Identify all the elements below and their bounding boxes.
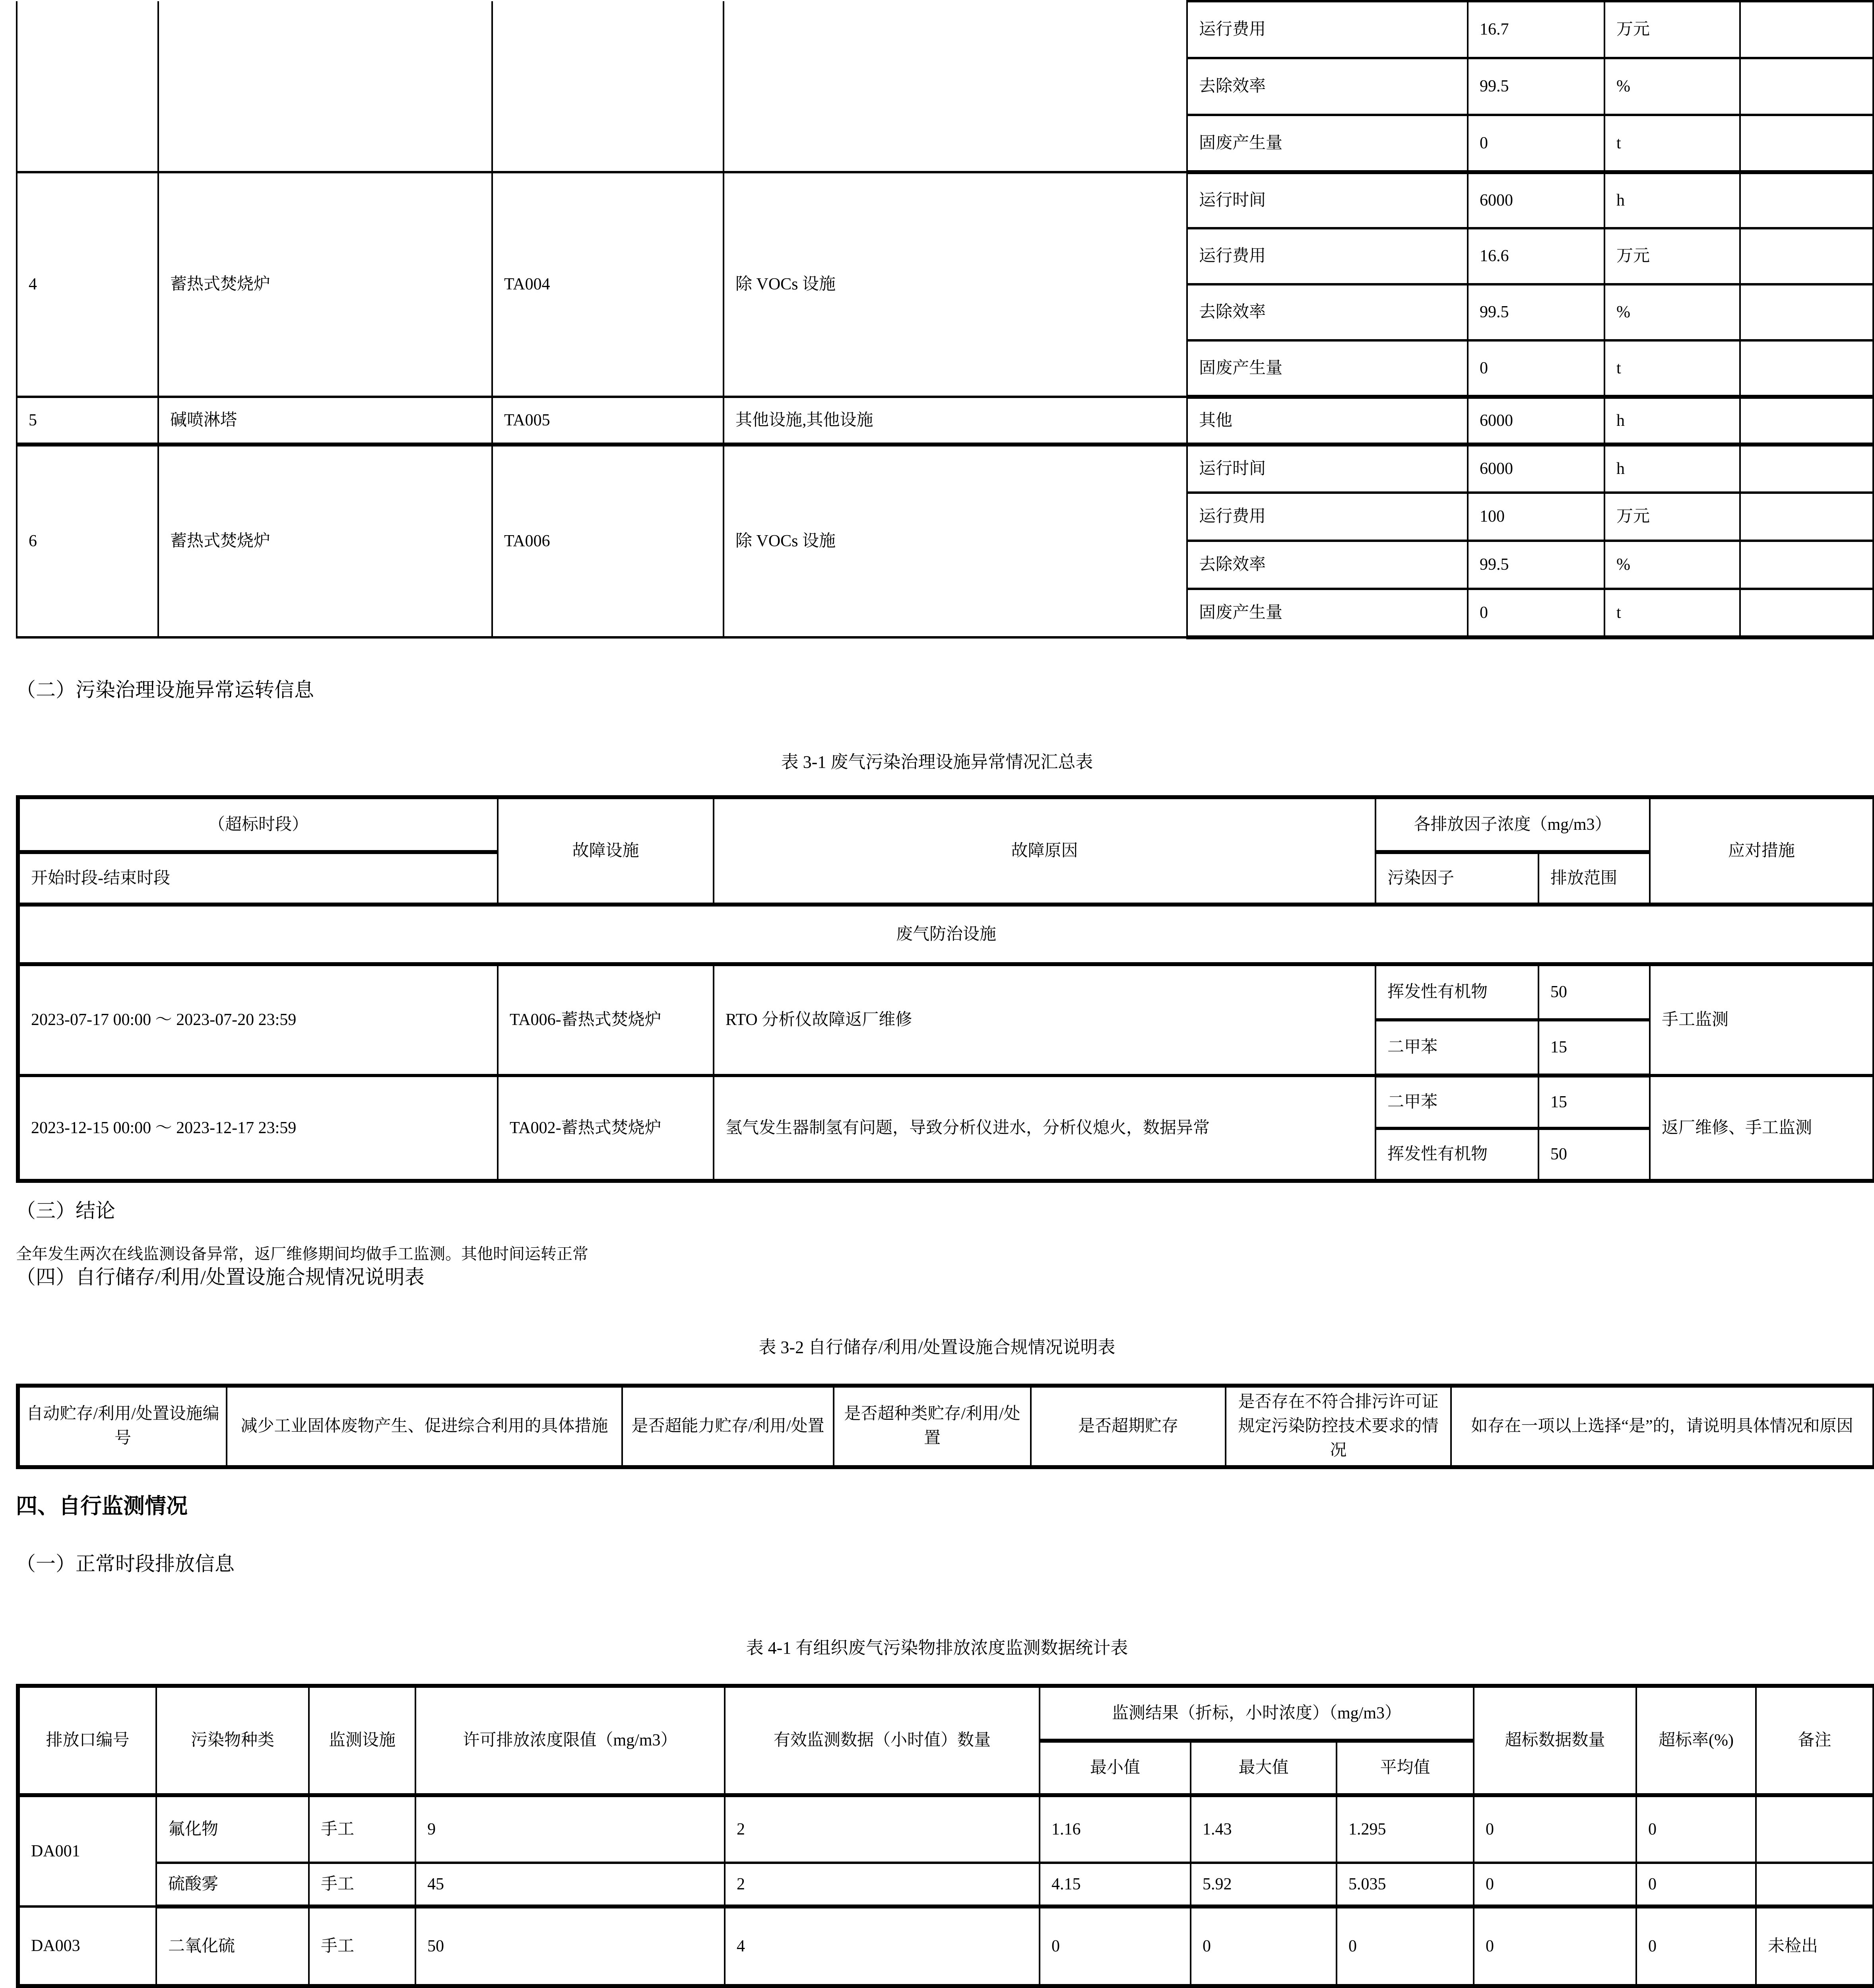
fault-facility-cell: TA002-蓄热式焚烧炉 (498, 1076, 714, 1181)
facility-name-cell-empty (158, 1, 492, 172)
facility-code-cell: TA004 (492, 172, 724, 397)
header-measures: 应对措施 (1650, 797, 1874, 905)
exceed-rate-cell: 0 (1636, 1863, 1756, 1906)
param-name-cell: 去除效率 (1187, 58, 1468, 115)
pollutant-cell: 氟化物 (156, 1795, 309, 1863)
param-value-cell: 16.6 (1468, 228, 1604, 284)
emission-monitoring-table (16, 1684, 1874, 1988)
measures-cell: 返厂维修、手工监测 (1650, 1076, 1874, 1181)
exceed-rate-cell: 0 (1636, 1795, 1756, 1863)
factor-range-cell: 15 (1538, 1076, 1650, 1128)
header-max: 最大值 (1191, 1741, 1337, 1795)
factor-name-cell: 挥发性有机物 (1375, 1128, 1538, 1181)
storage-compliance-table (16, 1384, 1874, 1469)
param-name-cell: 运行时间 (1187, 172, 1468, 228)
facility-id-cell-empty (17, 1, 158, 172)
facility-operation-table (16, 0, 1874, 639)
max-cell: 1.43 (1191, 1795, 1337, 1863)
param-value-cell: 6000 (1468, 172, 1604, 228)
header-avg: 平均值 (1337, 1741, 1474, 1795)
measures-cell: 手工监测 (1650, 964, 1874, 1076)
monitoring-row (18, 1795, 1874, 1863)
facility-type-cell-empty (724, 1, 1187, 172)
facility-name-cell: 蓄热式焚烧炉 (158, 445, 492, 637)
header-fault-reason: 故障原因 (714, 797, 1375, 905)
count-cell: 2 (725, 1863, 1040, 1906)
facility-sub-row (17, 1, 1873, 58)
header-explanation: 如存在一项以上选择“是”的，请说明具体情况和原因 (1451, 1386, 1874, 1467)
param-value-cell: 0 (1468, 115, 1604, 172)
param-value-cell: 99.5 (1468, 58, 1604, 115)
limit-cell: 50 (415, 1906, 725, 1986)
factor-range-cell: 50 (1538, 964, 1650, 1020)
facility-row (17, 172, 1873, 228)
header-pollutant-type: 污染物种类 (156, 1686, 309, 1795)
header-over-period: 是否超期贮存 (1031, 1386, 1226, 1467)
header-monitor-facility: 监测设施 (309, 1686, 415, 1795)
conclusion-paragraph: 全年发生两次在线监测设备异常，返厂维修期间均做手工监测。其他时间运转正常 (16, 1245, 588, 1263)
param-value-cell: 0 (1468, 589, 1604, 637)
period-cell: 2023-07-17 00:00 ～ 2023-07-20 23:59 (18, 964, 498, 1076)
section-heading-normal-emission: （一）正常时段排放信息 (16, 1553, 235, 1575)
table-header-row (18, 797, 1874, 852)
param-extra-cell (1740, 284, 1873, 340)
param-unit-cell: % (1604, 541, 1740, 589)
pollutant-cell: 二氧化硫 (156, 1906, 309, 1986)
param-unit-cell: 万元 (1604, 493, 1740, 541)
avg-cell: 0 (1337, 1906, 1474, 1986)
param-unit-cell: 万元 (1604, 1, 1740, 58)
monitor-facility-cell: 手工 (309, 1906, 415, 1986)
header-result-group: 监测结果（折标，小时浓度）（mg/m3） (1040, 1686, 1474, 1741)
header-permit-limit: 许可排放浓度限值（mg/m3） (415, 1686, 725, 1795)
param-value-cell: 99.5 (1468, 284, 1604, 340)
facility-name-cell: 蓄热式焚烧炉 (158, 172, 492, 397)
table-3-1-title: 表 3-1 废气污染治理设施异常情况汇总表 (781, 752, 1093, 772)
facility-type-cell: 除 VOCs 设施 (724, 172, 1187, 397)
header-factor: 污染因子 (1375, 852, 1538, 905)
min-cell: 4.15 (1040, 1863, 1191, 1906)
count-cell: 2 (725, 1795, 1040, 1863)
table-4-1-title: 表 4-1 有组织废气污染物排放浓度监测数据统计表 (746, 1638, 1128, 1658)
monitor-facility-cell: 手工 (309, 1863, 415, 1906)
facility-name-cell: 碱喷淋塔 (158, 397, 492, 445)
header-period: 开始时段-结束时段 (18, 852, 498, 905)
min-cell: 1.16 (1040, 1795, 1191, 1863)
abnormal-summary-table (16, 795, 1874, 1183)
param-value-cell: 0 (1468, 340, 1604, 397)
param-name-cell: 去除效率 (1187, 541, 1468, 589)
param-extra-cell (1740, 445, 1873, 493)
param-extra-cell (1740, 493, 1873, 541)
fault-facility-cell: TA006-蓄热式焚烧炉 (498, 964, 714, 1076)
table-3-2-title: 表 3-2 自行储存/利用/处置设施合规情况说明表 (759, 1338, 1115, 1357)
section-heading-storage-compliance: （四）自行储存/利用/处置设施合规情况说明表 (16, 1266, 425, 1288)
param-unit-cell: % (1604, 58, 1740, 115)
monitoring-row (18, 1906, 1874, 1986)
param-name-cell: 其他 (1187, 397, 1468, 445)
monitoring-row (18, 1863, 1874, 1906)
facility-row (17, 397, 1873, 445)
param-unit-cell: t (1604, 589, 1740, 637)
param-extra-cell (1740, 58, 1873, 115)
factor-range-cell: 50 (1538, 1128, 1650, 1181)
facility-code-cell: TA006 (492, 445, 724, 637)
avg-cell: 1.295 (1337, 1795, 1474, 1863)
header-reduction-measures: 减少工业固体废物产生、促进综合利用的具体措施 (227, 1386, 622, 1467)
param-unit-cell: h (1604, 445, 1740, 493)
factor-range-cell: 15 (1538, 1020, 1650, 1076)
period-cell: 2023-12-15 00:00 ～ 2023-12-17 23:59 (18, 1076, 498, 1181)
facility-type-cell: 其他设施,其他设施 (724, 397, 1187, 445)
header-over-capacity: 是否超能力贮存/利用/处置 (622, 1386, 834, 1467)
param-value-cell: 6000 (1468, 445, 1604, 493)
avg-cell: 5.035 (1337, 1863, 1474, 1906)
param-extra-cell (1740, 397, 1873, 445)
count-cell: 4 (725, 1906, 1040, 1986)
header-storage-facility-id: 自动贮存/利用/处置设施编号 (18, 1386, 227, 1467)
remark-cell (1756, 1795, 1874, 1863)
param-unit-cell: h (1604, 397, 1740, 445)
facility-id-cell: 6 (17, 445, 158, 637)
exceed-count-cell: 0 (1474, 1863, 1636, 1906)
exceed-rate-cell: 0 (1636, 1906, 1756, 1986)
exceed-count-cell: 0 (1474, 1795, 1636, 1863)
abnormal-row (18, 964, 1874, 1020)
header-fault-facility: 故障设施 (498, 797, 714, 905)
pollutant-cell: 硫酸雾 (156, 1863, 309, 1906)
factor-name-cell: 挥发性有机物 (1375, 964, 1538, 1020)
max-cell: 5.92 (1191, 1863, 1337, 1906)
param-name-cell: 运行费用 (1187, 1, 1468, 58)
header-range: 排放范围 (1538, 852, 1650, 905)
header-valid-count: 有效监测数据（小时值）数量 (725, 1686, 1040, 1795)
param-name-cell: 去除效率 (1187, 284, 1468, 340)
header-period-group: （超标时段） (18, 797, 498, 852)
param-name-cell: 运行费用 (1187, 493, 1468, 541)
header-remark: 备注 (1756, 1686, 1874, 1795)
header-min: 最小值 (1040, 1741, 1191, 1795)
header-factor-group: 各排放因子浓度（mg/m3） (1375, 797, 1650, 852)
param-unit-cell: t (1604, 340, 1740, 397)
factor-name-cell: 二甲苯 (1375, 1020, 1538, 1076)
param-value-cell: 6000 (1468, 397, 1604, 445)
param-name-cell: 运行时间 (1187, 445, 1468, 493)
facility-type-cell: 除 VOCs 设施 (724, 445, 1187, 637)
param-extra-cell (1740, 1, 1873, 58)
section-heading-self-monitoring: 四、自行监测情况 (16, 1494, 188, 1518)
outlet-id-cell: DA003 (18, 1906, 156, 1986)
facility-code-cell: TA005 (492, 397, 724, 445)
header-exceed-rate: 超标率(%) (1636, 1686, 1756, 1795)
fault-reason-cell: 氢气发生器制氢有问题，导致分析仪进水，分析仪熄火，数据异常 (714, 1076, 1375, 1181)
param-extra-cell (1740, 340, 1873, 397)
facility-code-cell-empty (492, 1, 724, 172)
param-extra-cell (1740, 228, 1873, 284)
limit-cell: 9 (415, 1795, 725, 1863)
section-heading-conclusion: （三）结论 (16, 1200, 115, 1222)
remark-cell: 未检出 (1756, 1906, 1874, 1986)
header-exceed-count: 超标数据数量 (1474, 1686, 1636, 1795)
facility-id-cell: 5 (17, 397, 158, 445)
param-extra-cell (1740, 541, 1873, 589)
fault-reason-cell: RTO 分析仪故障返厂维修 (714, 964, 1375, 1076)
param-value-cell: 99.5 (1468, 541, 1604, 589)
param-name-cell: 固废产生量 (1187, 115, 1468, 172)
table-header-row (18, 1686, 1874, 1741)
param-value-cell: 100 (1468, 493, 1604, 541)
param-unit-cell: 万元 (1604, 228, 1740, 284)
table-header-row (18, 1386, 1874, 1467)
param-extra-cell (1740, 172, 1873, 228)
param-value-cell: 16.7 (1468, 1, 1604, 58)
max-cell: 0 (1191, 1906, 1337, 1986)
param-unit-cell: t (1604, 115, 1740, 172)
abnormal-row (18, 1076, 1874, 1128)
param-unit-cell: % (1604, 284, 1740, 340)
monitor-facility-cell: 手工 (309, 1795, 415, 1863)
header-over-type: 是否超种类贮存/利用/处置 (834, 1386, 1031, 1467)
facility-id-cell: 4 (17, 172, 158, 397)
remark-cell (1756, 1863, 1874, 1906)
header-outlet-id: 排放口编号 (18, 1686, 156, 1795)
min-cell: 0 (1040, 1906, 1191, 1986)
facility-row (17, 445, 1873, 493)
limit-cell: 45 (415, 1863, 725, 1906)
factor-name-cell: 二甲苯 (1375, 1076, 1538, 1128)
param-extra-cell (1740, 115, 1873, 172)
param-name-cell: 固废产生量 (1187, 589, 1468, 637)
header-noncompliance: 是否存在不符合排污许可证规定污染防控技术要求的情况 (1226, 1386, 1451, 1467)
param-unit-cell: h (1604, 172, 1740, 228)
table-category-row (18, 905, 1874, 964)
param-name-cell: 固废产生量 (1187, 340, 1468, 397)
outlet-id-cell: DA001 (18, 1795, 156, 1906)
exceed-count-cell: 0 (1474, 1906, 1636, 1986)
category-cell: 废气防治设施 (18, 905, 1874, 964)
section-heading-abnormal-operation: （二）污染治理设施异常运转信息 (16, 679, 314, 701)
param-extra-cell (1740, 589, 1873, 637)
param-name-cell: 运行费用 (1187, 228, 1468, 284)
